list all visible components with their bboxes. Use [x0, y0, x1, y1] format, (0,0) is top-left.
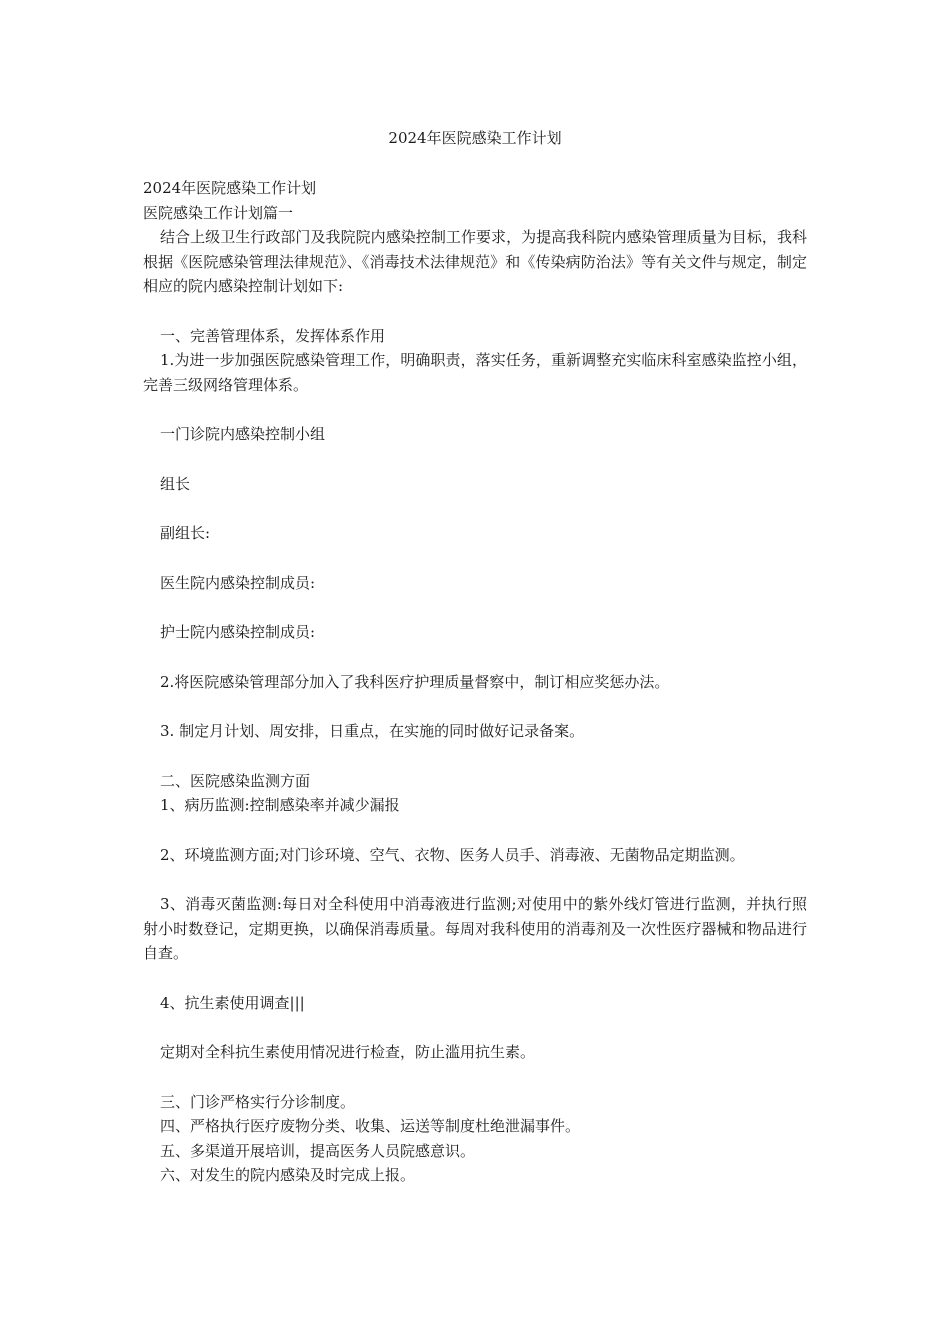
group-title: 一门诊院内感染控制小组 — [160, 425, 326, 443]
section-heading-6: 六、对发生的院内感染及时完成上报。 — [160, 1166, 416, 1184]
nurse-members-label: 护士院内感染控制成员: — [160, 623, 316, 641]
group-leader-label: 组长 — [160, 474, 191, 493]
deputy-leader-label: 副组长: — [160, 524, 211, 542]
section-heading-3: 三、门诊严格实行分诊制度。 — [160, 1092, 356, 1111]
document-title: 2024年医院感染工作计划 — [388, 129, 562, 147]
item-1-3: 3. 制定月计划、周安排，日重点，在实施的同时做好记录备案。 — [160, 722, 585, 740]
document-body — [143, 176, 807, 1188]
item-2-4-detail: 定期对全科抗生素使用情况进行检查，防止滥用抗生素。 — [160, 1043, 536, 1061]
item-1-1: 1.为进一步加强医院感染管理工作，明确职责，落实任务，重新调整充实临床科室感染监控小组，完善三级网络管理体系。 — [143, 351, 807, 394]
section-heading-5: 五、多渠道开展培训，提高医务人员院感意识。 — [160, 1141, 476, 1160]
item-1-2: 2.将医院感染管理部分加入了我科医疗护理质量督察中，制订相应奖惩办法。 — [160, 672, 670, 691]
intro-paragraph: 结合上级卫生行政部门及我院院内感染控制工作要求，为提高我科院内感染管理质量为目标，我科根据《医院感染管理法律规范》、《消毒技术法律规范》和《传染病防治法》等有关文件与规定，制定相应的院内感染控制计划如下: — [143, 228, 807, 295]
item-2-4: 4、抗生素使用调查||| — [160, 993, 305, 1012]
item-2-2: 2、环境监测方面;对门诊环境、空气、衣物、医务人员手、消毒液、无菌物品定期监测。 — [160, 845, 745, 864]
section-subtitle: 医院感染工作计划篇一 — [143, 203, 294, 222]
section-heading-2: 二、医院感染监测方面 — [160, 771, 311, 790]
item-2-3: 3、消毒灭菌监测:每日对全科使用中消毒液进行监测;对使用中的紫外线灯管进行监测，并执行照射小时数登记，定期更换，以确保消毒质量。每周对我科使用的消毒剂及一次性医疗器械和物品进行自查。 — [143, 895, 807, 962]
doctor-members-label: 医生院内感染控制成员: — [160, 573, 316, 592]
item-2-1: 1、病历监测:控制感染率并减少漏报 — [160, 796, 400, 814]
body-heading: 2024年医院感染工作计划 — [143, 179, 317, 197]
section-heading-4: 四、严格执行医疗废物分类、收集、运送等制度杜绝泄漏事件。 — [160, 1117, 581, 1135]
section-heading-1: 一、完善管理体系，发挥体系作用 — [160, 326, 386, 345]
